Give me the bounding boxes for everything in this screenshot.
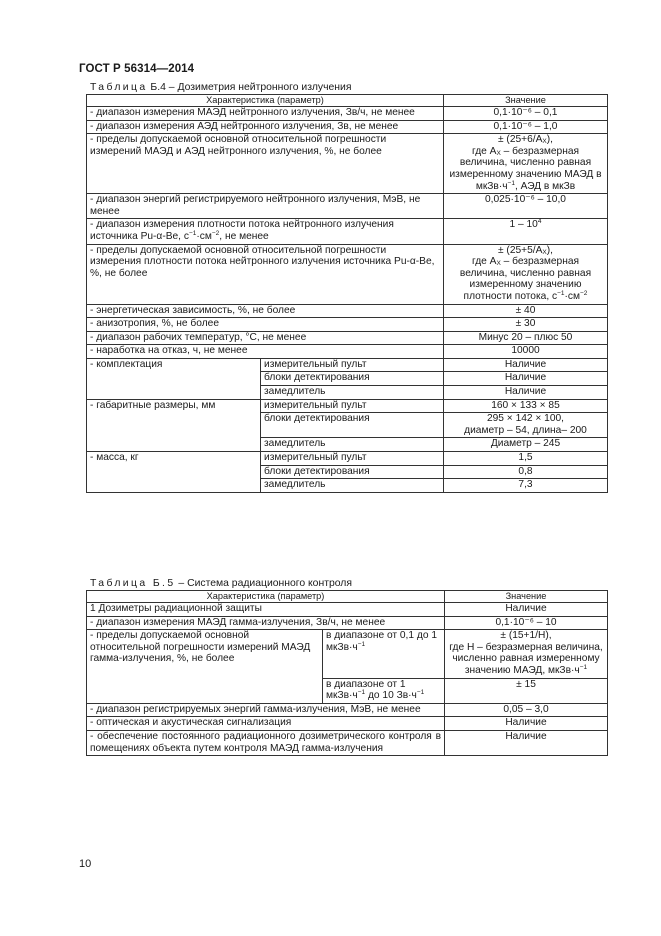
param-cell: - энергетическая зависимость, %, не более [87, 304, 444, 318]
value-cell: 0,1·10⁻⁶ – 0,1 [444, 107, 608, 121]
value-cell: 1,5 [444, 452, 608, 466]
table-row [87, 331, 608, 345]
param-cell: - пределы допускаемой основной относительной погрешности измерений МАЭД гамма-излучения, %, не более [87, 630, 323, 704]
value-cell: 10000 [444, 345, 608, 359]
param-cell: - габаритные размеры, мм [87, 399, 261, 451]
table-b5 [86, 590, 608, 756]
value-cell: Диаметр – 245 [444, 438, 608, 452]
table-row [87, 703, 608, 717]
table-row [87, 318, 608, 332]
value-cell: ± 15 [445, 678, 608, 703]
param-cell: - диапазон измерения МАЭД нейтронного излучения, Зв/ч, не менее [87, 107, 444, 121]
table-row [87, 134, 608, 194]
param-cell: - диапазон измерения АЭД нейтронного излучения, Зв, не менее [87, 120, 444, 134]
value-cell: Минус 20 – плюс 50 [444, 331, 608, 345]
value-cell: Наличие [444, 372, 608, 386]
sub-param-cell: замедлитель [261, 386, 444, 400]
sub-param-cell: измерительный пульт [261, 358, 444, 372]
column-header-value: Значение [445, 591, 608, 603]
sub-param-cell: замедлитель [261, 438, 444, 452]
table-b4 [86, 94, 608, 493]
table-row [87, 120, 608, 134]
table-header-row [87, 591, 608, 603]
value-cell: 160 × 133 × 85 [444, 399, 608, 413]
table-b4-caption [90, 82, 351, 94]
column-header-value: Значение [444, 95, 608, 107]
value-cell: ± 30 [444, 318, 608, 332]
table-row [87, 219, 608, 244]
sub-param-cell: блоки детектирования [261, 465, 444, 479]
sub-param-cell: измерительный пульт [261, 452, 444, 466]
column-header-parameter: Характеристика (параметр) [87, 591, 445, 603]
param-cell: - диапазон энергий регистрируемого нейтронного излучения, МэВ, не менее [87, 194, 444, 219]
table-b5-caption-prefix: Таблица Б.5 [90, 578, 176, 589]
value-cell: Наличие [445, 717, 608, 731]
value-cell: Наличие [445, 603, 608, 617]
table-b4-caption-title: Б.4 – Дозиметрия нейтронного излучения [147, 82, 352, 93]
param-cell: - диапазон регистрируемых энергий гамма-излучения, МэВ, не менее [87, 703, 445, 717]
sub-param-cell: замедлитель [261, 479, 444, 493]
document-id-header: ГОСТ Р 56314—2014 [79, 63, 195, 75]
sub-param-cell: измерительный пульт [261, 399, 444, 413]
value-cell: Наличие [444, 386, 608, 400]
table-b5-caption-title: – Система радиационного контроля [175, 578, 352, 589]
param-cell: - диапазон рабочих температур, °С, не менее [87, 331, 444, 345]
param-cell: - оптическая и акустическая сигнализация [87, 717, 445, 731]
value-cell: ± $(25+5/A_X)$, где $A_X$ – безразмерная величина, численно равная измеренному значению плотности потока, $с^{-1}\cdot см^{-2}$ [444, 244, 608, 304]
param-cell: - пределы допускаемой основной относительной погрешности измерений МАЭД и АЭД нейтронного излучения, %, не более [87, 134, 444, 194]
table-header-row [87, 95, 608, 107]
value-cell: 0,8 [444, 465, 608, 479]
table-row [87, 452, 608, 466]
table-row [87, 304, 608, 318]
value-cell: 0,05 – 3,0 [445, 703, 608, 717]
param-cell: - масса, кг [87, 452, 261, 493]
value-cell: $1 - 10^4$ [444, 219, 608, 244]
range-cell: в диапазоне от 1 $мкЗв\cdot ч^{-1}$ до 10 $Зв\cdot ч^{-1}$ [323, 678, 445, 703]
table-row [87, 194, 608, 219]
table-row [87, 603, 608, 617]
column-header-parameter: Характеристика (параметр) [87, 95, 444, 107]
table-row [87, 630, 608, 678]
table-row [87, 730, 608, 755]
value-cell: ± (15+1/H), где H – безразмерная величина, численно равная измеренному значению МАЭД, $мкЗв\cdot ч^{-1}$ [445, 630, 608, 678]
param-cell: - обеспечение постоянного радиационного дозиметрического контроля в помещениях объекта путем контроля МАЭД гамма-излучения [87, 730, 445, 755]
sub-param-cell: блоки детектирования [261, 413, 444, 438]
table-row [87, 616, 608, 630]
value-cell: ± $(25+6/A_X)$, где $A_X$ – безразмерная величина, численно равная измеренному значению МАЭД в $мкЗв\cdot ч^{-1}$, АЭД в мкЗв [444, 134, 608, 194]
value-cell: ± 40 [444, 304, 608, 318]
table-row [87, 358, 608, 372]
page-number: 10 [79, 858, 92, 870]
table-b4-caption-prefix: Таблица [90, 82, 148, 93]
table-row [87, 399, 608, 413]
table-row [87, 345, 608, 359]
table-row [87, 717, 608, 731]
value-cell: 295 × 142 × 100, диаметр – 54, длина– 200 [444, 413, 608, 438]
sub-param-cell: блоки детектирования [261, 372, 444, 386]
param-cell: - наработка на отказ, ч, не менее [87, 345, 444, 359]
param-cell: - анизотропия, %, не более [87, 318, 444, 332]
range-cell: в диапазоне от 0,1 до 1 $мкЗв\cdot ч^{-1}$ [323, 630, 445, 678]
param-cell: - пределы допускаемой основной относительной погрешности измерения плотности потока нейтронного излучения источника Pu-α-Be, %, не более [87, 244, 444, 304]
param-cell: - комплектация [87, 358, 261, 399]
table-b5-caption [90, 578, 352, 590]
value-cell: 0,025·10⁻⁶ – 10,0 [444, 194, 608, 219]
value-cell: Наличие [445, 730, 608, 755]
value-cell: 0,1·10⁻⁶ – 1,0 [444, 120, 608, 134]
param-cell: - диапазон измерения МАЭД гамма-излучения, Зв/ч, не менее [87, 616, 445, 630]
value-cell: 0,1·10⁻⁶ – 10 [445, 616, 608, 630]
value-cell: Наличие [444, 358, 608, 372]
param-cell: 1 Дозиметры радиационной защиты [87, 603, 445, 617]
value-cell: 7,3 [444, 479, 608, 493]
param-cell: - диапазон измерения плотности потока нейтронного излучения источника Pu-α-Be, $с^{-1}\cdot см^{-2}$, не менее [87, 219, 444, 244]
table-row [87, 244, 608, 304]
table-row [87, 107, 608, 121]
